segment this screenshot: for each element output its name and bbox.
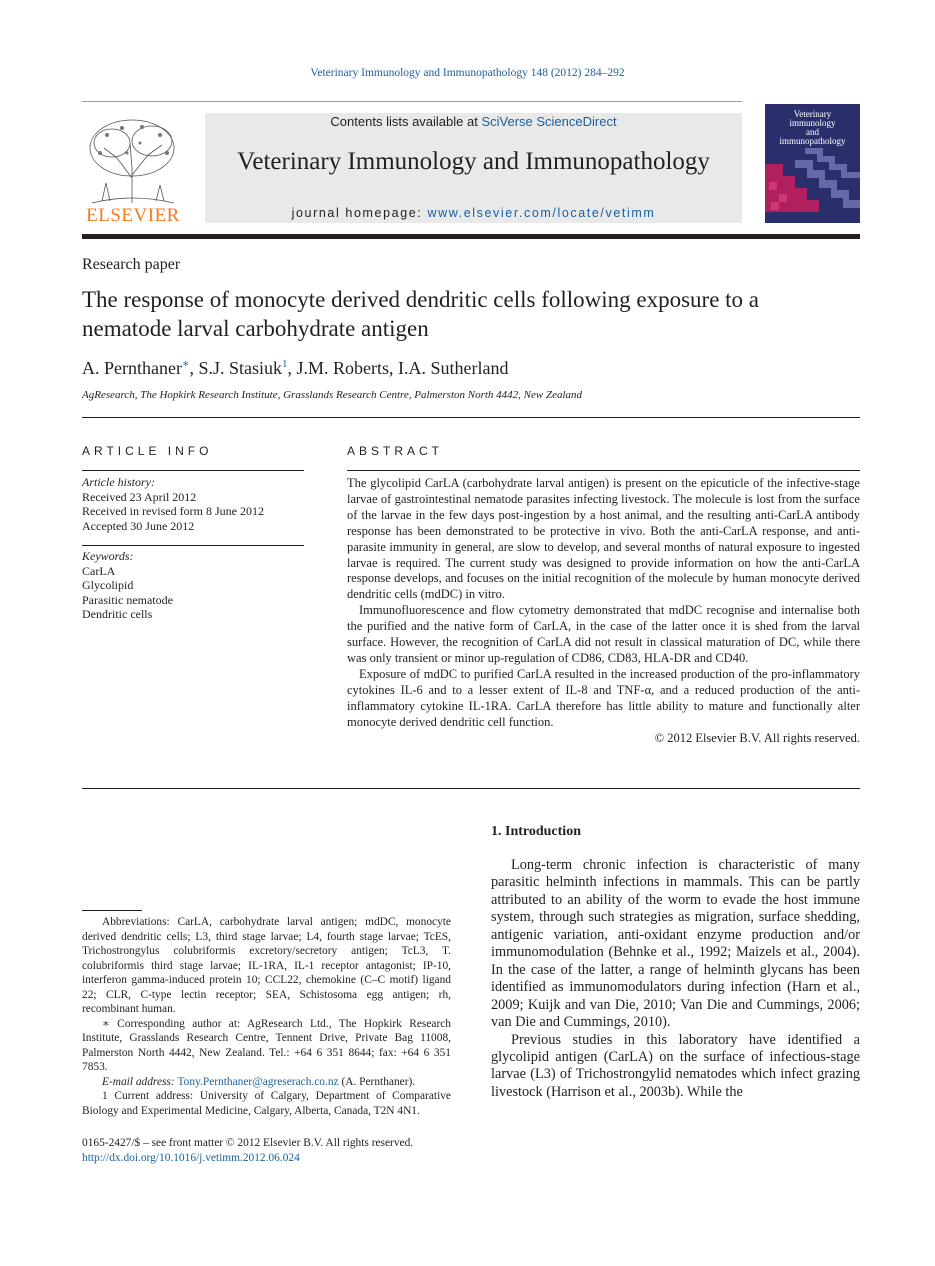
article-history bbox=[82, 475, 304, 533]
cover-title-line: immunopathology bbox=[779, 136, 846, 146]
sciencedirect-link[interactable]: SciVerse ScienceDirect bbox=[481, 114, 617, 129]
header-divider bbox=[82, 101, 742, 102]
author-name[interactable]: I.A. Sutherland bbox=[398, 358, 509, 378]
history-revised: Received in revised form 8 June 2012 bbox=[82, 504, 264, 518]
author-list: A. Pernthaner∗, S.J. Stasiuk$^1$, J.M. Roberts, I.A. Sutherland bbox=[82, 358, 509, 378]
email-label: E-mail address: bbox=[102, 1075, 178, 1088]
history-accepted: Accepted 30 June 2012 bbox=[82, 518, 195, 533]
author-name[interactable]: S.J. Stasiuk bbox=[198, 358, 282, 378]
abstract-paragraph: The glycolipid CarLA (carbohydrate larval antigen) is present on the epicuticle of the infective-stage larvae of gastrointestinal nematode parasites infecting livestock. The molecule is lost from the surface of the larvae in the few days post-ingestion by a host animal, and the resulting anti-CarLA antibody response has been demonstrated to be protective in vivo. Both the anti-CarLA response, and anti-parasite immunity in general, are slow to develop, and several months of natural exposure to ingested larvae is required. The current study was designed to provide information on how the anti-CarLA response develops, and focuses on the initial recognition of the molecule by human monocyte derived dendritic cells (mdDC) in vitro. bbox=[347, 476, 860, 602]
corresponding-author-mark[interactable]: ∗ bbox=[181, 358, 190, 370]
keyword: Glycolipid bbox=[82, 578, 134, 592]
abstract-rule bbox=[347, 470, 860, 471]
author-name[interactable]: A. Pernthaner bbox=[82, 358, 182, 378]
abbreviations-footnote: Abbreviations: CarLA, carbohydrate larval antigen; mdDC, monocyte derived dendritic cells; L3, third stage larvae; L4, fourth stage larvae; TcES, Trichostrongylus colubriformis excretory/secretory antigen; TcL3, T. colubriformis third stage larvae; IL-1RA, IL-1 receptor antagonist; IP-10, interferon gamma-induced protein 10; CCL22, chemokine (C–C motif) ligand 22; CLR, C-type lectin receptor; SEA, Schistosoma egg antigen; rh, recombinant human. bbox=[82, 916, 451, 1015]
introduction-body bbox=[491, 857, 860, 1101]
introduction-heading: 1. Introduction bbox=[491, 824, 581, 839]
author-name[interactable]: J.M. Roberts bbox=[296, 358, 389, 378]
current-address-footnote: 1 Current address: University of Calgary, Department of Comparative Biology and Experimental Medicine, Calgary, Alberta, Canada, T2N 4N1. bbox=[82, 1090, 451, 1117]
article-info-rule bbox=[82, 470, 304, 471]
keyword: Parasitic nematode bbox=[82, 592, 173, 607]
history-label: Article history: bbox=[82, 475, 155, 489]
issn-block bbox=[82, 1136, 413, 1165]
keyword: CarLA bbox=[82, 563, 116, 578]
title-divider bbox=[82, 417, 860, 418]
corresponding-author-footnote: ∗ Corresponding author at: AgResearch Ltd., The Hopkirk Research Institute, Grasslands Research Centre, Tennent Drive, Private Bag 11008, Palmerston North 4442, New Zealand. Tel.: +64 6 351 8644; fax: +64 6 351 7853. bbox=[82, 1017, 451, 1073]
cover-title-line: immunology bbox=[789, 118, 836, 128]
footnotes bbox=[82, 915, 451, 1118]
abstract-divider bbox=[82, 788, 860, 789]
contents-prefix: Contents lists available at bbox=[330, 114, 482, 129]
cover-title-line: Veterinary bbox=[793, 109, 832, 119]
article-title: The response of monocyte derived dendritic cells following exposure to a nematode larval carbohydrate antigen bbox=[82, 287, 760, 341]
email-footnote bbox=[82, 1075, 451, 1090]
introduction-paragraph: Previous studies in this laboratory have identified a glycolipid antigen (CarLA) on the surface of infectious-stage larvae (L3) of Trichostrongylid nematodes which infect grazing livestock (Harrison et al., 2003b). While the bbox=[491, 1031, 860, 1100]
article-info-heading: ARTICLE INFO bbox=[82, 444, 213, 458]
issn-line: 0165-2427/$ – see front matter © 2012 Elsevier B.V. All rights reserved. bbox=[82, 1137, 414, 1149]
footnote-rule bbox=[82, 910, 142, 911]
keywords-label: Keywords: bbox=[82, 549, 134, 563]
doi-link[interactable]: http://dx.doi.org/10.1016/j.vetimm.2012.06.024 bbox=[82, 1151, 300, 1164]
article-type: Research paper bbox=[82, 256, 181, 273]
keyword: Dendritic cells bbox=[82, 607, 153, 621]
homepage-prefix: journal homepage: bbox=[291, 206, 428, 220]
masthead-bottom-rule bbox=[82, 234, 860, 239]
homepage-link[interactable]: www.elsevier.com/locate/vetimm bbox=[427, 206, 656, 220]
elsevier-wordmark: ELSEVIER bbox=[86, 205, 180, 226]
cover-title bbox=[769, 110, 856, 146]
email-suffix: (A. Pernthaner). bbox=[338, 1075, 416, 1088]
journal-reference[interactable]: Veterinary Immunology and Immunopathology 148 (2012) 284–292 bbox=[310, 67, 625, 79]
journal-homepage bbox=[205, 206, 742, 220]
contents-availability bbox=[205, 114, 742, 129]
journal-title: Veterinary Immunology and Immunopathology bbox=[237, 148, 710, 175]
introduction-paragraph: Long-term chronic infection is characteristic of many parasitic helminth infections in mammals. This can be partly attributed to an ability of the worm to evade the host immune system, through such strategies as migration, surface shedding, antigenic variation, anti-oxidant enzyme production and/or immunomodulation (Behnke et al., 1992; Maizels et al., 2004). In the case of the latter, a range of helminth glycans has been identified as immunomodulators during infection (Harn et al., 2009; Kuijk and van Die, 2010; Van Die and Cummings, 2006; van Die and Cummings, 2010). bbox=[491, 857, 860, 1031]
keywords-block bbox=[82, 549, 304, 622]
copyright-notice: © 2012 Elsevier B.V. All rights reserved. bbox=[654, 730, 860, 745]
abstract-body bbox=[347, 476, 860, 746]
journal-cover-thumbnail[interactable] bbox=[765, 104, 860, 223]
abstract-paragraph: Exposure of mdDC to purified CarLA resulted in the increased production of the pro-inflammatory cytokines IL-6 and to a lesser extent of IL-8 and TNF-α, and a reduced production of the anti-inflammatory cytokine IL-1RA. CarLA therefore has little ability to mature and functionally alter monocyte derived dendritic cell function. bbox=[347, 666, 860, 729]
history-received: Received 23 April 2012 bbox=[82, 489, 197, 504]
cover-title-line: and bbox=[806, 127, 819, 137]
email-link[interactable]: Tony.Pernthaner@agreserach.co.nz bbox=[177, 1075, 339, 1088]
keywords-rule bbox=[82, 545, 304, 546]
abstract-paragraph: Immunofluorescence and flow cytometry demonstrated that mdDC recognise and internalise both the purified and the native form of CarLA, in the case of the latter once it is shed from the larval surface. However, the recognition of CarLA did not result in classical maturation of DC, while there was only transient or minor up-regulation of CD86, CD83, HLA-DR and CD40. bbox=[347, 603, 860, 665]
abstract-heading: ABSTRACT bbox=[347, 444, 444, 458]
author-affiliation: AgResearch, The Hopkirk Research Institute, Grasslands Research Centre, Palmerston North 4442, New Zealand bbox=[82, 389, 583, 401]
footnote-mark[interactable]: 1 bbox=[281, 358, 288, 370]
